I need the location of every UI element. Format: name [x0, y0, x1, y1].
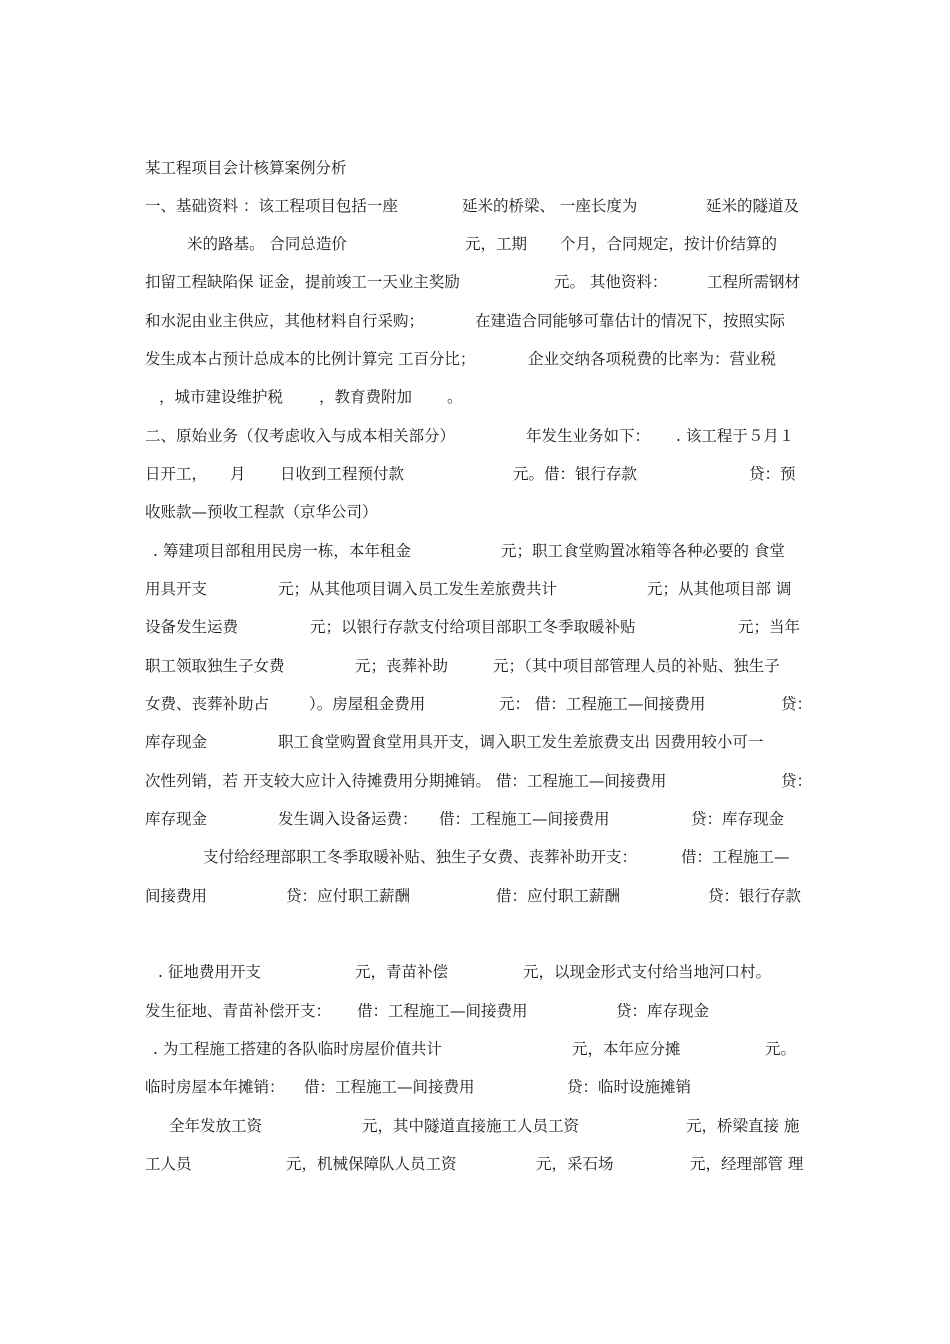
text-segment: 设备发生运费: [145, 618, 239, 636]
text-line: [145, 767, 813, 795]
text-line: [145, 422, 810, 450]
text-segment: 工人员: [145, 1155, 192, 1173]
text-line: [145, 1035, 810, 1063]
text-segment: 日开工，: [145, 465, 208, 483]
text-segment: 用具开支: [145, 580, 208, 598]
text-segment: 借：工程施工—: [681, 848, 790, 866]
text-segment: 元，以现金形式支付给当地河口村。: [523, 963, 772, 981]
text-segment: 贷：应付职工薪酬: [286, 887, 411, 905]
text-segment: 贷：库存现金: [616, 1002, 710, 1020]
text-line: [145, 1073, 810, 1101]
text-segment: ，城市建设维护税: [159, 388, 284, 406]
text-segment: 间接费用: [145, 887, 208, 905]
text-segment: . 该工程于５月１: [676, 427, 795, 445]
text-line: [145, 1112, 810, 1140]
text-segment: 临时房屋本年摊销：: [145, 1078, 285, 1096]
title-text: 某工程项目会计核算案例分析: [145, 159, 347, 177]
text-segment: 元： 借：工程施工—间接费用: [499, 695, 706, 713]
text-line: [145, 307, 810, 335]
text-segment: 次性列销，若 开支较大应计入待摊费用分期摊销。 借：工程施工—间接费用: [145, 772, 667, 790]
text-segment: 米的路基。 合同总造价: [187, 235, 347, 253]
text-segment: 月: [230, 465, 246, 483]
text-line: [145, 805, 810, 833]
text-segment: 元，工期: [465, 235, 528, 253]
text-segment: 元；从其他项目部 调: [647, 580, 792, 598]
text-segment: 元；（其中项目部管理人员的补贴、独生子: [493, 657, 780, 675]
text-segment: 元，桥梁直接 施: [686, 1117, 800, 1135]
text-segment: 元；当年: [738, 618, 801, 636]
text-segment: 和水泥由业主供应，其他材料自行采购；: [145, 312, 425, 330]
text-segment: 元，青苗补偿: [355, 963, 449, 981]
text-segment: 元；丧葬补助: [355, 657, 449, 675]
text-segment: 发生征地、青苗补偿开支：: [145, 1002, 332, 1020]
text-segment: 元，本年应分摊: [572, 1040, 681, 1058]
text-line: [145, 1150, 810, 1178]
text-segment: 元；以银行存款支付给项目部职工冬季取暖补贴: [310, 618, 636, 636]
text-line: [145, 268, 810, 296]
text-segment: 职工食堂购置食堂用具开支，调入职工发生差旅费支出 因费用较小可一: [278, 733, 764, 751]
text-segment: ，教育费附加: [319, 388, 413, 406]
text-segment: 元。 其他资料：: [554, 273, 668, 291]
text-segment: 贷：临时设施摊销: [567, 1078, 692, 1096]
text-segment: 工程所需钢材: [707, 273, 801, 291]
text-segment: 发生成本占预计总成本的比例计算完 工百分比；: [145, 350, 476, 368]
text-segment: 借：工程施工—间接费用: [357, 1002, 528, 1020]
text-segment: 企业交纳各项税费的比率为：营业税: [528, 350, 777, 368]
text-segment: 全年发放工资: [169, 1117, 263, 1135]
text-segment: 元。: [765, 1040, 797, 1058]
text-segment: 借：应付职工薪酬: [496, 887, 621, 905]
text-segment: 元；从其他项目调入员工发生差旅费共计: [278, 580, 558, 598]
text-line: [145, 652, 810, 680]
text-segment: 借：工程施工—间接费用: [439, 810, 610, 828]
text-segment: 元；职工食堂购置冰箱等各种必要的 食堂: [501, 542, 785, 560]
text-segment: 贷：银行存款: [708, 887, 802, 905]
text-line: [145, 498, 810, 526]
text-segment: 日收到工程预付款: [280, 465, 405, 483]
text-segment: 贷：: [781, 695, 813, 713]
text-segment: 职工领取独生子女费: [145, 657, 285, 675]
text-segment: . 筹建项目部租用民房一栋，本年租金: [153, 542, 411, 560]
text-segment: 元，机械保障队人员工资: [286, 1155, 457, 1173]
text-segment: 贷：库存现金: [691, 810, 785, 828]
text-line: [145, 575, 810, 603]
text-segment: 元。借：银行存款: [513, 465, 638, 483]
text-segment: 借：工程施工—间接费用: [304, 1078, 475, 1096]
text-segment: 在建造合同能够可靠估计的情况下，按照实际: [475, 312, 786, 330]
text-segment: 延米的桥梁、 一座长度为: [462, 197, 638, 215]
text-segment: ）。房屋租金费用: [309, 695, 426, 713]
text-line: [145, 843, 810, 871]
text-segment: 元，经理部管 理: [690, 1155, 804, 1173]
text-segment: 延米的隧道及: [706, 197, 800, 215]
text-segment: 二、原始业务（仅考虑收入与成本相关部分）: [145, 427, 456, 445]
text-line: [145, 728, 810, 756]
text-segment: 女费、丧葬补助占: [145, 695, 270, 713]
text-segment: 扣留工程缺陷保 证金，提前竣工一天业主奖励: [145, 273, 460, 291]
text-segment: 元，其中隧道直接施工人员工资: [362, 1117, 580, 1135]
text-line: [145, 882, 810, 910]
document-title: [145, 154, 810, 182]
text-segment: 发生调入设备运费：: [278, 810, 418, 828]
text-segment: 库存现金: [145, 733, 208, 751]
text-line: [145, 192, 810, 220]
text-line: [145, 345, 810, 373]
text-segment: 贷：: [781, 772, 813, 790]
text-line: [145, 383, 810, 411]
text-line: [145, 958, 810, 986]
text-segment: 支付给经理部职工冬季取暖补贴、独生子女费、丧葬补助开支：: [203, 848, 638, 866]
text-segment: 元，采石场: [536, 1155, 614, 1173]
text-segment: 库存现金: [145, 810, 208, 828]
text-segment: . 征地费用开支: [158, 963, 261, 981]
text-segment: . 为工程施工搭建的各队临时房屋价值共计: [153, 1040, 442, 1058]
text-line: [145, 997, 810, 1025]
text-segment: 贷：预: [749, 465, 796, 483]
text-line: [145, 460, 810, 488]
text-line: [145, 230, 810, 258]
text-segment: 收账款—预收工程款（京华公司）: [145, 503, 378, 521]
text-line: [145, 690, 813, 718]
text-segment: 个月，合同规定，按计价结算的: [560, 235, 778, 253]
text-segment: 年发生业务如下：: [526, 427, 651, 445]
text-line: [145, 613, 810, 641]
text-segment: 。: [447, 388, 463, 406]
text-segment: 一、基础资料 ：该工程项目包括一座: [145, 197, 398, 215]
text-line: [145, 537, 810, 565]
